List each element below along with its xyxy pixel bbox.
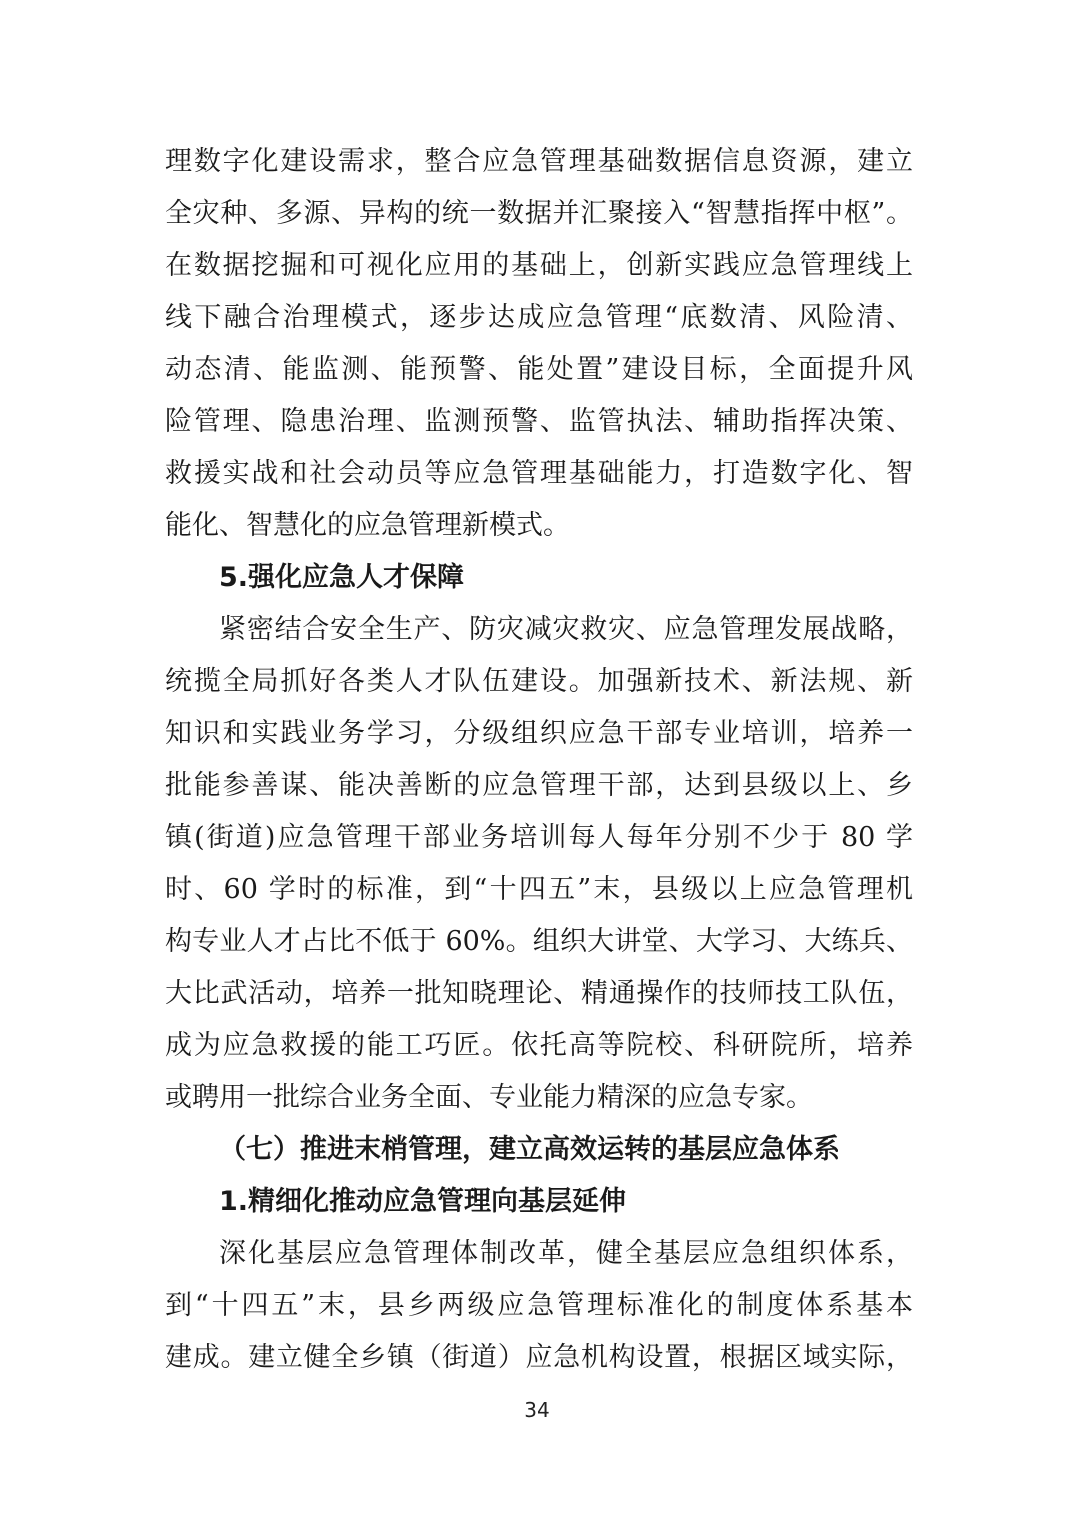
section-heading-grassroots: （七）推进末梢管理，建立高效运转的基层应急体系 <box>219 1134 840 1165</box>
paragraph-line: 或聘用一批综合业务全面、专业能力精深的应急专家。 <box>165 1082 813 1113</box>
paragraph-line: 批能参善谋、能决善断的应急管理干部，达到县级以上、乡 <box>165 770 913 801</box>
paragraph-line: 深化基层应急管理体制改革，健全基层应急组织体系， <box>219 1238 913 1269</box>
paragraph-line: 动态清、能监测、能预警、能处置”建设目标，全面提升风 <box>165 354 913 385</box>
paragraph-digital-management <box>165 136 913 552</box>
paragraph-line: 险管理、隐患治理、监测预警、监管执法、辅助指挥决策、 <box>165 406 913 437</box>
paragraph-line: 在数据挖掘和可视化应用的基础上，创新实践应急管理线上 <box>165 250 913 281</box>
paragraph-talent <box>165 604 913 1124</box>
paragraph-line: 线下融合治理模式，逐步达成应急管理“底数清、风险清、 <box>165 302 913 333</box>
paragraph-line: 理数字化建设需求，整合应急管理基础数据信息资源，建立 <box>165 146 913 177</box>
paragraph-line: 成为应急救援的能工巧匠。依托高等院校、科研院所，培养 <box>165 1030 913 1061</box>
paragraph-line: 大比武活动，培养一批知晓理论、精通操作的技师技工队伍， <box>165 978 913 1009</box>
paragraph-line: 紧密结合安全生产、防灾减灾救灾、应急管理发展战略， <box>219 614 913 645</box>
paragraph-line: 到“十四五”末，县乡两级应急管理标准化的制度体系基本 <box>165 1290 913 1321</box>
paragraph-line: 构专业人才占比不低于 60%。组织大讲堂、大学习、大练兵、 <box>165 926 913 957</box>
section-heading-talent: 5.强化应急人才保障 <box>219 562 465 593</box>
paragraph-line: 知识和实践业务学习，分级组织应急干部专业培训，培养一 <box>165 718 913 749</box>
paragraph-line: 全灾种、多源、异构的统一数据并汇聚接入“智慧指挥中枢”。 <box>165 198 913 229</box>
paragraph-line: 时、60 学时的标准，到“十四五”末，县级以上应急管理机 <box>165 874 913 905</box>
subsection-heading-extend: 1.精细化推动应急管理向基层延伸 <box>219 1186 627 1217</box>
paragraph-line: 镇(街道)应急管理干部业务培训每人每年分别不少于 80 学 <box>165 822 913 853</box>
page-number: 34 <box>524 1398 550 1422</box>
paragraph-line: 救援实战和社会动员等应急管理基础能力，打造数字化、智 <box>165 458 913 489</box>
page-content <box>165 136 913 1384</box>
paragraph-line: 统揽全局抓好各类人才队伍建设。加强新技术、新法规、新 <box>165 666 913 697</box>
paragraph-line: 建成。建立健全乡镇（街道）应急机构设置，根据区域实际， <box>165 1342 913 1373</box>
paragraph-grassroots <box>165 1228 913 1384</box>
paragraph-line: 能化、智慧化的应急管理新模式。 <box>165 510 570 541</box>
